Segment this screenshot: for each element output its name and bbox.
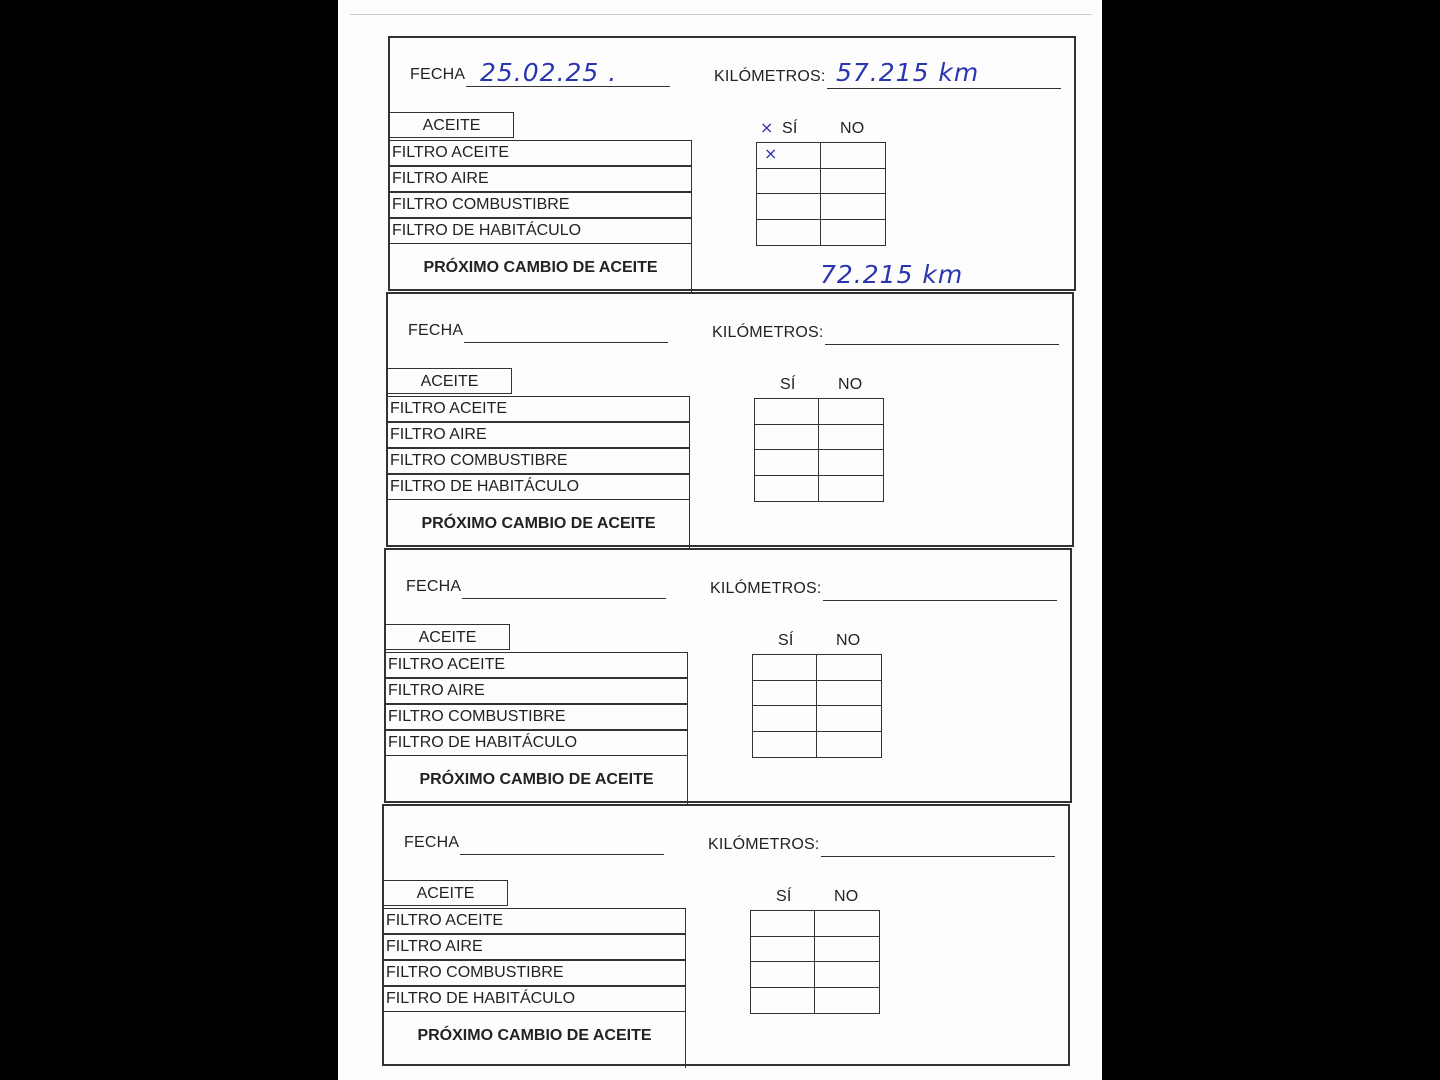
aceite-si-mark: × (760, 118, 775, 137)
checkbox-cell[interactable] (817, 681, 881, 707)
si-no-checkbox-grid (754, 398, 884, 502)
checkbox-cell[interactable] (753, 706, 817, 732)
checkbox-cell[interactable] (821, 169, 885, 195)
kilometros-label: KILÓMETROS: (708, 836, 820, 853)
si-no-checkbox-grid (750, 910, 880, 1014)
kilometros-field-line[interactable] (821, 856, 1055, 857)
checkbox-cell[interactable] (819, 425, 883, 451)
checkbox-cell[interactable] (815, 962, 879, 988)
fecha-field-line[interactable] (462, 598, 666, 599)
proximo-cambio-label: PRÓXIMO CAMBIO DE ACEITE (388, 500, 690, 549)
proximo-cambio-label: PRÓXIMO CAMBIO DE ACEITE (386, 756, 688, 805)
kilometros-field-line (827, 88, 1061, 89)
filtro-aire-label: FILTRO AIRE (384, 934, 686, 960)
scanned-form-page (338, 0, 1102, 1080)
checkbox-cell[interactable] (821, 194, 885, 220)
checkbox-cell[interactable] (821, 143, 885, 169)
filtro-habitaculo-label: FILTRO DE HABITÁCULO (390, 218, 692, 244)
filtro-aire-label: FILTRO AIRE (388, 422, 690, 448)
filtro-aceite-si-mark: × (764, 144, 779, 163)
checkbox-cell[interactable] (817, 655, 881, 681)
checkbox-cell[interactable] (819, 476, 883, 502)
proximo-cambio-value: 72.215 km (820, 260, 964, 289)
checkbox-cell[interactable] (755, 450, 819, 476)
checkbox-cell[interactable] (817, 706, 881, 732)
fecha-label: FECHA (404, 834, 460, 851)
si-label: SÍ (780, 376, 796, 393)
filtro-combustible-label: FILTRO COMBUSTIBRE (384, 960, 686, 986)
checkbox-cell[interactable] (753, 655, 817, 681)
filtro-habitaculo-label: FILTRO DE HABITÁCULO (384, 986, 686, 1012)
fecha-field-line[interactable] (464, 342, 668, 343)
checkbox-cell[interactable] (819, 450, 883, 476)
checkbox-cell[interactable] (755, 399, 819, 425)
aceite-label: ACEITE (386, 624, 510, 650)
filtro-aire-label: FILTRO AIRE (386, 678, 688, 704)
kilometros-field-line[interactable] (823, 600, 1057, 601)
checkbox-cell[interactable] (819, 399, 883, 425)
checkbox-cell[interactable] (817, 732, 881, 758)
checkbox-cell[interactable] (757, 220, 821, 246)
no-label: NO (840, 120, 865, 137)
kilometros-value: 57.215 km (836, 58, 980, 87)
checkbox-cell[interactable] (755, 425, 819, 451)
filtro-aceite-label: FILTRO ACEITE (386, 652, 688, 678)
filtro-habitaculo-label: FILTRO DE HABITÁCULO (386, 730, 688, 756)
no-label: NO (836, 632, 861, 649)
checkbox-cell[interactable] (815, 937, 879, 963)
fecha-field-line[interactable] (460, 854, 664, 855)
checkbox-cell[interactable] (821, 220, 885, 246)
fecha-label: FECHA (408, 322, 464, 339)
kilometros-label: KILÓMETROS: (714, 68, 826, 85)
proximo-cambio-label: PRÓXIMO CAMBIO DE ACEITE (384, 1012, 686, 1068)
filtro-aceite-label: FILTRO ACEITE (384, 908, 686, 934)
kilometros-label: KILÓMETROS: (712, 324, 824, 341)
proximo-cambio-label: PRÓXIMO CAMBIO DE ACEITE (390, 244, 692, 293)
fecha-label: FECHA (410, 66, 466, 83)
checkbox-cell[interactable] (753, 681, 817, 707)
maintenance-entry-4 (382, 804, 1070, 1066)
checkbox-cell[interactable] (751, 937, 815, 963)
si-label: SÍ (778, 632, 794, 649)
no-label: NO (838, 376, 863, 393)
aceite-label: ACEITE (388, 368, 512, 394)
maintenance-entry-2 (386, 292, 1074, 547)
si-label: SÍ (776, 888, 792, 905)
checkbox-cell[interactable] (757, 194, 821, 220)
checkbox-cell[interactable] (751, 962, 815, 988)
fecha-label: FECHA (406, 578, 462, 595)
aceite-label: ACEITE (390, 112, 514, 138)
checkbox-cell[interactable] (751, 911, 815, 937)
aceite-label: ACEITE (384, 880, 508, 906)
si-no-checkbox-grid (752, 654, 882, 758)
filtro-aceite-label: FILTRO ACEITE (390, 140, 692, 166)
filtro-combustible-label: FILTRO COMBUSTIBRE (386, 704, 688, 730)
checkbox-cell[interactable] (753, 732, 817, 758)
si-label: SÍ (782, 120, 798, 137)
filtro-combustible-label: FILTRO COMBUSTIBRE (390, 192, 692, 218)
no-label: NO (834, 888, 859, 905)
filtro-aire-label: FILTRO AIRE (390, 166, 692, 192)
filtro-combustible-label: FILTRO COMBUSTIBRE (388, 448, 690, 474)
checkbox-cell[interactable] (815, 988, 879, 1014)
checkbox-cell[interactable] (815, 911, 879, 937)
filtro-habitaculo-label: FILTRO DE HABITÁCULO (388, 474, 690, 500)
kilometros-field-line[interactable] (825, 344, 1059, 345)
kilometros-label: KILÓMETROS: (710, 580, 822, 597)
maintenance-entry-1 (388, 36, 1076, 291)
maintenance-entry-3 (384, 548, 1072, 803)
filtro-aceite-label: FILTRO ACEITE (388, 396, 690, 422)
fecha-value: 25.02.25 . (480, 58, 618, 87)
checkbox-cell[interactable] (755, 476, 819, 502)
checkbox-cell[interactable] (757, 169, 821, 195)
checkbox-cell[interactable] (751, 988, 815, 1014)
